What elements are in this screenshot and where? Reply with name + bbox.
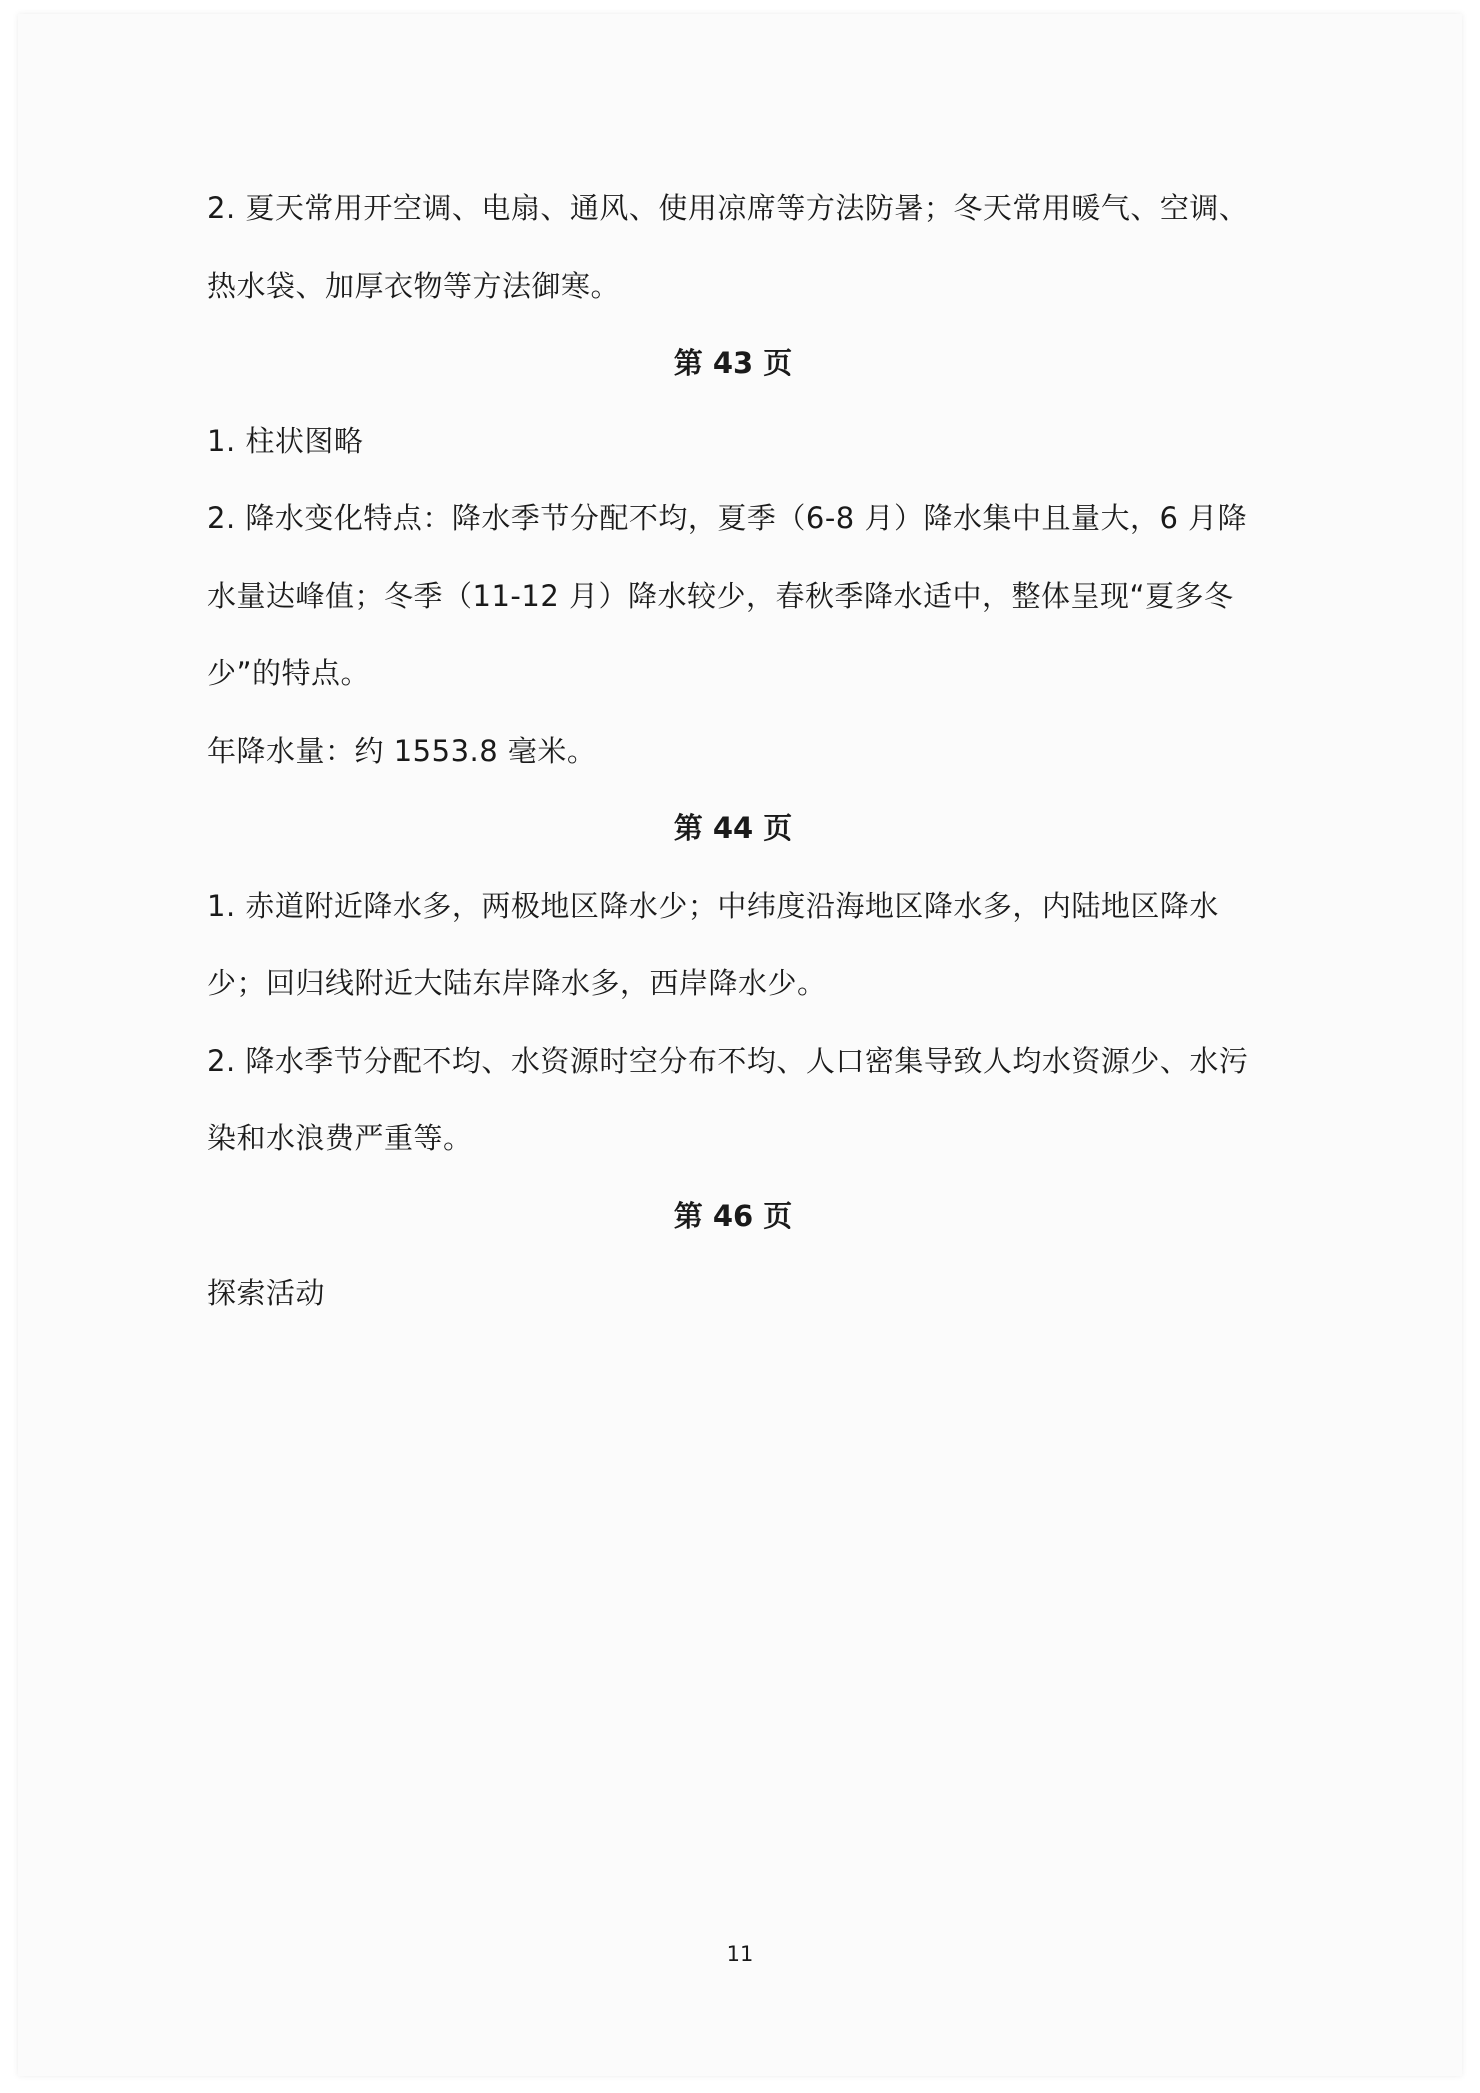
answer-paragraph: 2. 降水变化特点：降水季节分配不均，夏季（6-8 月）降水集中且量大，6 月降水量达峰值；冬季（11-12 月）降水较少，春秋季降水适中，整体呈现“夏多冬少”的特点。 xyxy=(207,501,1248,690)
answer-paragraph: 1. 赤道附近降水多，两极地区降水少；中纬度沿海地区降水多，内陆地区降水少；回归线附近大陆东岸降水多，西岸降水少。 xyxy=(207,888,1219,1000)
page-number: 11 xyxy=(726,1942,754,1966)
answer-paragraph: 探索活动 xyxy=(207,1276,326,1310)
answer-paragraph: 2. 夏天常用开空调、电扇、通风、使用凉席等方法防暑；冬天常用暖气、空调、热水袋、加厚衣物等方法御寒。 xyxy=(207,191,1249,303)
page-heading: 第 43 页 xyxy=(673,346,793,380)
document-body xyxy=(207,170,1259,1333)
answer-paragraph: 1. 柱状图略 xyxy=(207,423,364,458)
answer-paragraph: 年降水量：约 1553.8 毫米。 xyxy=(207,733,597,768)
answer-paragraph: 2. 降水季节分配不均、水资源时空分布不均、人口密集导致人均水资源少、水污染和水浪费严重等。 xyxy=(207,1043,1249,1155)
page-heading: 第 44 页 xyxy=(673,811,793,845)
page-heading: 第 46 页 xyxy=(673,1198,793,1233)
